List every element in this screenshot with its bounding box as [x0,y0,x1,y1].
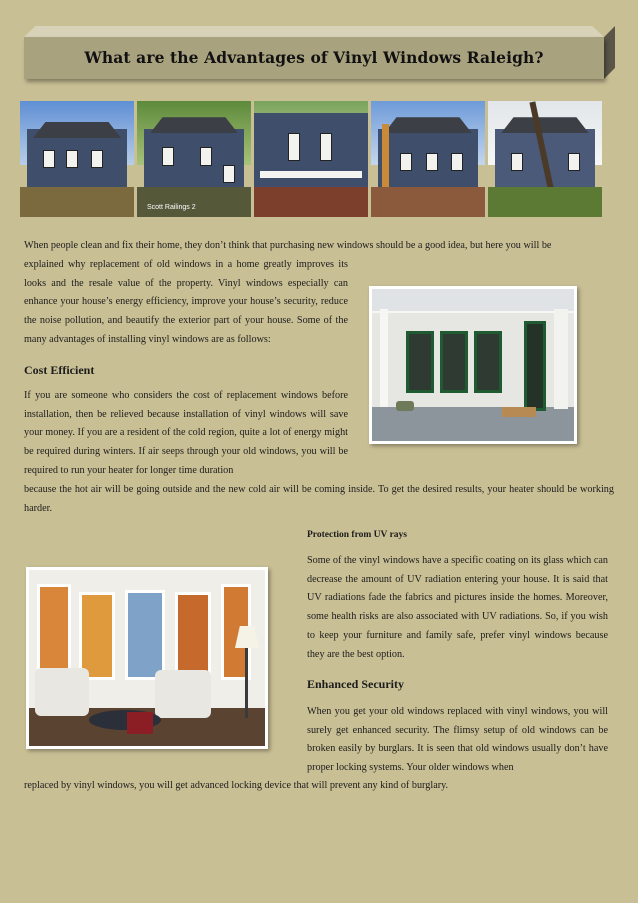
house-photo-3 [254,101,368,217]
house-photo-strip [20,101,602,217]
photo-caption: Scott Railings 2 [147,204,196,211]
porch-photo [369,286,577,444]
house-photo-5 [488,101,602,217]
uv-protection-paragraph: Some of the vinyl windows have a specific coating on its glass which can decrease the amount of UV radiation entering your house. It is said that UV radiations fade the fabrics and pictures inside the homes. Moreover, some health risks are also associated with UV radiations. So, if you wish to keep your furniture and family safe, prefer vinyl windows because they are the best option. [307,555,608,660]
intro-paragraph: explained why replacement of old windows in a home greatly improves its looks and the resale value of the property. Vinyl windows especially can enhance your house’s energy efficiency, improve your house’s security, reduce the noise pollution, and beautify the exterior part of your house. Some of the many advantages of installing vinyl windows are as follows: [24,259,348,345]
living-room-photo [26,567,268,749]
enhanced-security-paragraph: When you get your old windows replaced with vinyl windows, you will surely get enhanced security. The flimsy setup of old windows can be broken easily by burglars. It is seen that old windows usually don’t have proper locking systems. Your older windows when [307,706,608,774]
intro-line: When people clean and fix their home, they don’t think that purchasing new windows should be a good idea, but here you will be [24,240,552,251]
cost-efficient-heading: Cost Efficient [24,363,95,377]
enhanced-security-continued: replaced by vinyl windows, you will get advanced locking device that will prevent any kind of burglary. [24,780,449,791]
house-photo-4 [371,101,485,217]
house-photo-2 [137,101,251,217]
banner-bevel-top [24,26,604,37]
house-photo-1 [20,101,134,217]
cost-efficient-continued: because the hot air will be going outside and the new cold air will be coming inside. To get the desired results, your heater should be working harder. [24,484,614,514]
page-title: What are the Advantages of Vinyl Windows Raleigh? [84,48,544,67]
banner-bevel-side [604,26,615,79]
cost-efficient-paragraph: If you are someone who considers the cost of replacement windows before installation, then be relieved because installation of vinyl windows will save your money. If you are a resident of the cold region, quite a lot of energy might be required during winters. If air seeps through your old windows, you will be required to run your heater for longer time duration [24,390,348,476]
uv-protection-heading: Protection from UV rays [307,530,407,540]
enhanced-security-heading: Enhanced Security [307,677,405,691]
